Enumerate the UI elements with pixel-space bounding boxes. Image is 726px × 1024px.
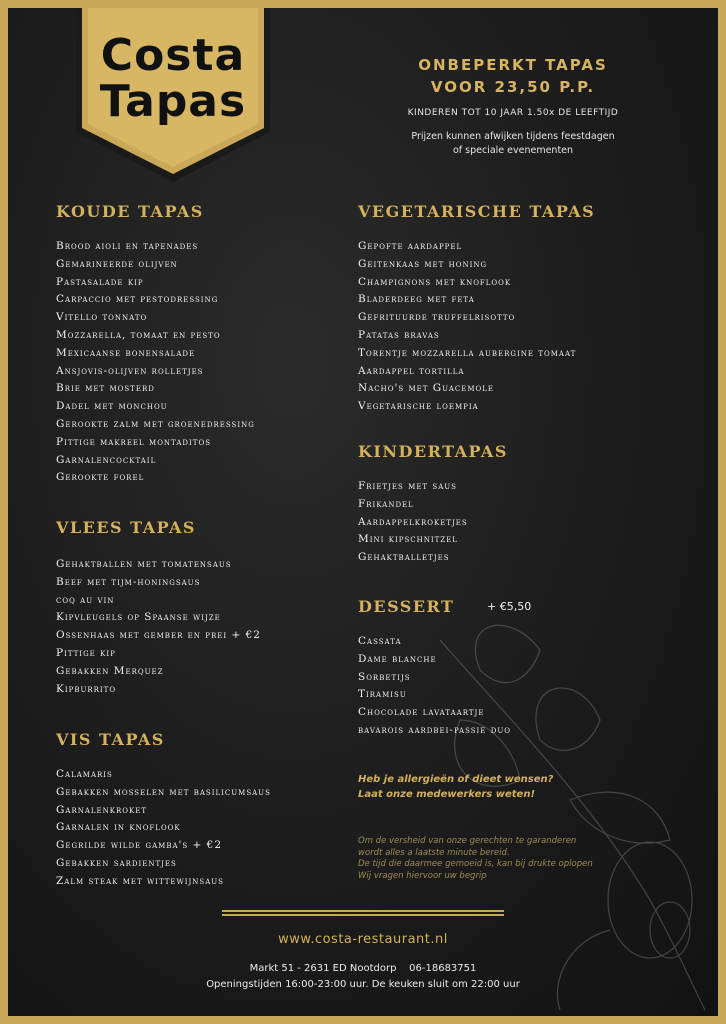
list-item: Gehaktballetjes bbox=[358, 551, 450, 564]
list-koude-tapas bbox=[56, 238, 255, 487]
list-item: Ansjovis-olijven rolletjes bbox=[56, 364, 204, 377]
list-item: Zalm steak met wittewijnsaus bbox=[56, 874, 224, 887]
freshness-line-1: Om de versheid van onze gerechten te garanderen bbox=[358, 836, 577, 846]
price-change-note bbox=[380, 130, 646, 158]
tagline-line-2: VOOR 23,50 P.P. bbox=[430, 78, 596, 96]
dessert-price: + €5,50 bbox=[487, 600, 532, 613]
list-item: Carpaccio met pestodressing bbox=[56, 293, 219, 306]
list-item: Calamaris bbox=[56, 768, 113, 780]
list-item: Gegrilde wilde gamba's + €2 bbox=[56, 839, 223, 852]
allergy-line-2: Laat onze medewerkers weten! bbox=[358, 789, 536, 800]
freshness-line-3: De tijd die daarmee gemoeid is, kan bij drukte oplopen bbox=[358, 859, 593, 869]
freshness-note bbox=[358, 836, 593, 882]
logo-line-2: Tapas bbox=[99, 76, 247, 127]
list-item: Torentje mozzarella aubergine tomaat bbox=[358, 346, 577, 359]
list-kindertapas bbox=[358, 478, 468, 567]
footer-divider-top bbox=[222, 910, 504, 912]
list-item: Gebakken sardientjes bbox=[56, 856, 177, 869]
list-item: Cassata bbox=[358, 635, 402, 647]
list-dessert bbox=[358, 633, 511, 740]
list-item: Dadel met monchou bbox=[56, 400, 168, 413]
list-item: Brie met mosterd bbox=[56, 382, 155, 395]
list-item: Pittige makreel montaditos bbox=[56, 435, 211, 448]
list-vegetarische-tapas bbox=[358, 238, 576, 416]
list-item: Gebakken mosselen met basilicumsaus bbox=[56, 785, 271, 798]
list-item: Gebakken Merquez bbox=[56, 664, 164, 677]
list-item: Tiramisu bbox=[358, 688, 407, 701]
list-item: Mozzarella, tomaat en pesto bbox=[56, 328, 221, 341]
section-title-vlees-tapas: VLEES TAPAS bbox=[56, 518, 196, 537]
footer-divider-bottom bbox=[222, 914, 504, 916]
list-item: Frikandel bbox=[358, 497, 414, 510]
opening-hours: Openingstijden 16:00-23:00 uur. De keuken sluit om 22:00 uur bbox=[206, 979, 520, 990]
freshness-line-4: Wij vragen hiervoor uw begrip bbox=[358, 870, 487, 881]
tagline-line-1: ONBEPERKT TAPAS bbox=[418, 56, 608, 74]
allergy-line-1: Heb je allergieën of dieet wensen? bbox=[358, 774, 554, 785]
list-item: Bladerdeeg met feta bbox=[358, 293, 475, 306]
list-item: Gepofte aardappel bbox=[358, 240, 463, 252]
list-item: Gefrituurde truffelrisotto bbox=[358, 311, 516, 324]
list-item: Frietjes met saus bbox=[358, 480, 457, 492]
freshness-line-2: wordt alles a laatste minute bereid. bbox=[358, 847, 510, 858]
list-item: Kipvleugels op Spaanse wijze bbox=[56, 611, 221, 624]
section-title-dessert: DESSERT bbox=[358, 597, 455, 616]
section-title-kindertapas: KINDERTAPAS bbox=[358, 442, 508, 461]
list-item: Garnalen in knoflook bbox=[56, 821, 181, 834]
section-title-vis-tapas: VIS TAPAS bbox=[56, 730, 165, 749]
list-item: Geitenkaas met honing bbox=[358, 257, 488, 270]
list-item: Gehaktballen met tomatensaus bbox=[56, 558, 232, 570]
section-title-vegetarische-tapas: VEGETARISCHE TAPAS bbox=[358, 202, 596, 221]
list-item: coq au vin bbox=[56, 593, 115, 606]
list-item: Garnalenkroket bbox=[56, 803, 148, 816]
allergy-note bbox=[358, 772, 553, 802]
list-item: Champignons met knoflook bbox=[358, 275, 512, 288]
list-item: Sorbetijs bbox=[358, 670, 411, 683]
list-item: Aardappel tortilla bbox=[358, 364, 465, 377]
list-vis-tapas bbox=[56, 766, 271, 891]
list-item: Gerookte zalm met groenedressing bbox=[56, 417, 255, 430]
list-item: Mini kipschnitzel bbox=[358, 533, 458, 546]
list-item: Gerookte forel bbox=[56, 471, 145, 484]
list-item: Aardappelkroketjes bbox=[358, 515, 468, 528]
list-item: Pastasalade kip bbox=[56, 275, 144, 288]
list-item: Kipburrito bbox=[56, 682, 117, 695]
list-item: bavarois aardbei-passie duo bbox=[358, 723, 512, 736]
list-item: Garnalencocktail bbox=[56, 453, 157, 466]
address-phone: Markt 51 - 2631 ED Nootdorp 06-18683751 bbox=[249, 963, 477, 974]
list-item: Mexicaanse bonensalade bbox=[56, 346, 196, 359]
list-item: Patatas bravas bbox=[358, 328, 440, 341]
list-item: Nacho's met Guacemole bbox=[358, 382, 495, 395]
kids-price-note: KINDEREN TOT 10 JAAR 1.50x DE LEEFTIJD bbox=[407, 108, 619, 118]
price-note-line-1: Prijzen kunnen afwijken tijdens feestdagen bbox=[411, 131, 615, 142]
list-item: Pittige kip bbox=[56, 646, 116, 659]
list-item: Beef met tijm-honingsaus bbox=[56, 575, 201, 588]
section-title-koude-tapas: KOUDE TAPAS bbox=[56, 202, 204, 221]
list-item: Chocolade lavataartje bbox=[358, 706, 485, 719]
price-note-line-2: of speciale evenementen bbox=[452, 145, 574, 156]
list-vlees-tapas bbox=[56, 556, 261, 698]
list-item: Brood aioli en tapenades bbox=[56, 240, 199, 252]
list-item: Vitello tonnato bbox=[56, 311, 148, 324]
list-item: Dame blanche bbox=[358, 652, 437, 665]
list-item: Gemarineerde olijven bbox=[56, 257, 178, 270]
logo-line-1: Costa bbox=[100, 30, 246, 81]
list-item: Ossenhaas met gember en prei + €2 bbox=[56, 629, 261, 642]
website-link[interactable]: www.costa-restaurant.nl bbox=[278, 932, 448, 947]
list-item: Vegetarische loempia bbox=[358, 400, 479, 413]
